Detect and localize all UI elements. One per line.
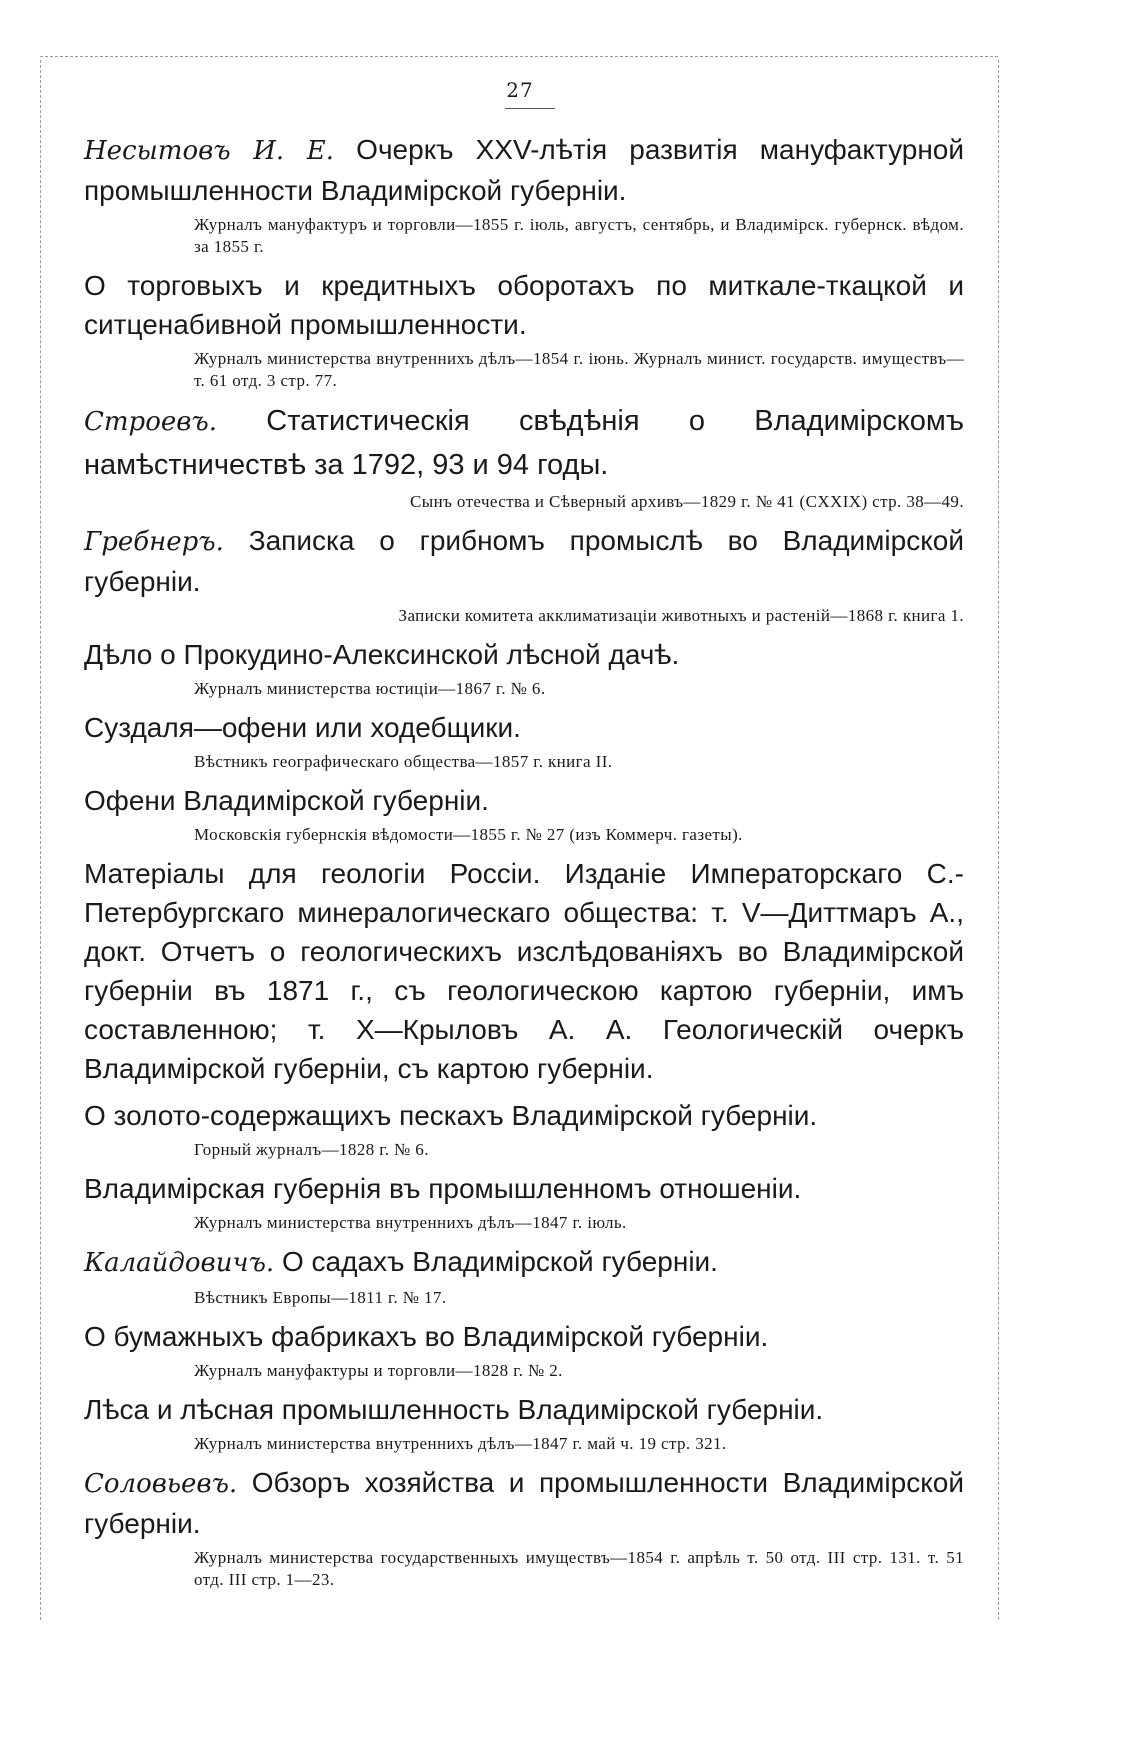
entry-source: Журналъ мануфактуръ и торговли—1855 г. іюль, августъ, сентябрь, и Владимірск. губернск. вѣдом. за 1855 г. xyxy=(194,215,964,256)
entry-title-line xyxy=(84,1390,964,1429)
entry-source: Московскія губернскія вѣдомости—1855 г. № 27 (изъ Коммерч. газеты). xyxy=(194,825,743,844)
page-number: 27 xyxy=(506,78,534,102)
entry-title: О торговыхъ и кредитныхъ оборотахъ по миткале-ткацкой и ситценабивной промышленности. xyxy=(84,270,964,340)
bibliography-entry xyxy=(84,1169,964,1234)
entry-author: Гребнеръ. xyxy=(84,527,224,557)
entry-title: Очеркъ XXV-лѣтія развитія мануфактурной промышленности Владимірской губерніи. xyxy=(84,134,965,206)
entry-title-line xyxy=(84,130,964,210)
page-frame-top xyxy=(40,56,998,57)
entry-source: Вѣстникъ Европы—1811 г. № 17. xyxy=(194,1288,447,1307)
entry-title: Обзоръ хозяйства и промышленности Владимірской губерніи. xyxy=(84,1467,964,1539)
entry-source: Горный журналъ—1828 г. № 6. xyxy=(194,1140,429,1159)
bibliography-entry xyxy=(84,708,964,773)
bibliography-entry xyxy=(84,130,964,258)
entry-source: Журналъ министерства внутреннихъ дѣлъ—1847 г. май ч. 19 стр. 321. xyxy=(194,1434,727,1453)
bibliography-entry xyxy=(84,521,964,627)
entry-title-line xyxy=(84,781,964,820)
entry-title: Статистическія свѣдѣнія о Владимірскомъ намѣстничествѣ за 1792, 93 и 94 годы. xyxy=(84,405,964,481)
entry-title-line xyxy=(84,1463,964,1543)
bibliography-list xyxy=(84,130,964,1599)
entry-title-line xyxy=(84,708,964,747)
bibliography-entry xyxy=(84,1390,964,1455)
entry-source: Журналъ министерства юстиціи—1867 г. № 6. xyxy=(194,679,546,698)
entry-title-line xyxy=(84,635,964,674)
entry-title: О золото-содержащихъ пескахъ Владимірской губерніи. xyxy=(84,1100,818,1131)
entry-title-line xyxy=(84,521,964,601)
entry-title: О бумажныхъ фабрикахъ во Владимірской губерніи. xyxy=(84,1321,769,1352)
entry-title: О садахъ Владимірской губерніи. xyxy=(274,1246,718,1277)
entry-source: Сынъ отечества и Сѣверный архивъ—1829 г. № 41 (CXXIX) стр. 38—49. xyxy=(410,492,964,511)
page-frame-left xyxy=(40,60,41,1620)
entry-author: Строевъ. xyxy=(84,407,217,437)
entry-title-line xyxy=(84,1169,964,1208)
entry-title: Дѣло о Прокудино-Алексинской лѣсной дачѣ. xyxy=(84,639,680,670)
bibliography-entry xyxy=(84,781,964,846)
entry-source: Журналъ мануфактуры и торговли—1828 г. № 2. xyxy=(194,1361,563,1380)
entry-title-line xyxy=(84,1242,964,1283)
entry-title-line xyxy=(84,266,964,344)
entry-title: Владимірская губернія въ промышленномъ отношеніи. xyxy=(84,1173,802,1204)
bibliography-entry xyxy=(84,400,964,513)
entry-source: Журналъ министерства внутреннихъ дѣлъ—1847 г. іюль. xyxy=(194,1213,627,1232)
entry-source: Вѣстникъ географическаго общества—1857 г. книга II. xyxy=(194,752,613,771)
bibliography-entry xyxy=(84,266,964,392)
bibliography-entry xyxy=(84,635,964,700)
entry-title-line xyxy=(84,1096,964,1135)
entry-title: Записка о грибномъ промыслѣ во Владимірской губерніи. xyxy=(84,525,964,597)
entry-author: Калайдовичъ. xyxy=(84,1248,275,1278)
entry-author: Соловьевъ. xyxy=(84,1469,238,1499)
bibliography-entry xyxy=(84,1463,964,1591)
entry-title: Матеріалы для геологіи Россіи. Изданіе Императорскаго С.-Петербургскаго минералогическаго общества: т. V—Диттмаръ А., докт. Отчетъ о геологическихъ изслѣдованіяхъ во Владимірской губерніи въ 1871 г., съ геологическою картою губерніи, имъ составленною; т. X—Крыловъ А. А. Геологическій очеркъ Владимірской губерніи, съ картою губерніи. xyxy=(84,858,964,1084)
bibliography-entry xyxy=(84,854,964,1088)
entry-title-line xyxy=(84,854,964,1088)
page-frame-right xyxy=(998,60,999,1620)
entry-title-line xyxy=(84,1317,964,1356)
entry-source: Журналъ министерства государственныхъ имуществъ—1854 г. апрѣль т. 50 отд. III стр. 131. т. 51 отд. III стр. 1—23. xyxy=(194,1548,964,1589)
bibliography-entry xyxy=(84,1317,964,1382)
entry-title: Суздаля—офени или ходебщики. xyxy=(84,712,521,743)
entry-source: Журналъ министерства внутреннихъ дѣлъ—1854 г. іюнь. Журналъ минист. государств. имуществъ—т. 61 отд. 3 стр. 77. xyxy=(194,349,964,390)
entry-title: Лѣса и лѣсная промышленность Владимірской губерніи. xyxy=(84,1394,824,1425)
entry-author: Несытовъ И. Е. xyxy=(84,136,335,166)
entry-title-line xyxy=(84,400,964,487)
bibliography-entry xyxy=(84,1096,964,1161)
entry-source: Записки комитета акклиматизаціи животныхъ и растеній—1868 г. книга 1. xyxy=(398,606,964,625)
page-number-rule xyxy=(505,108,555,109)
entry-title: Офени Владимірской губерніи. xyxy=(84,785,489,816)
bibliography-entry xyxy=(84,1242,964,1309)
